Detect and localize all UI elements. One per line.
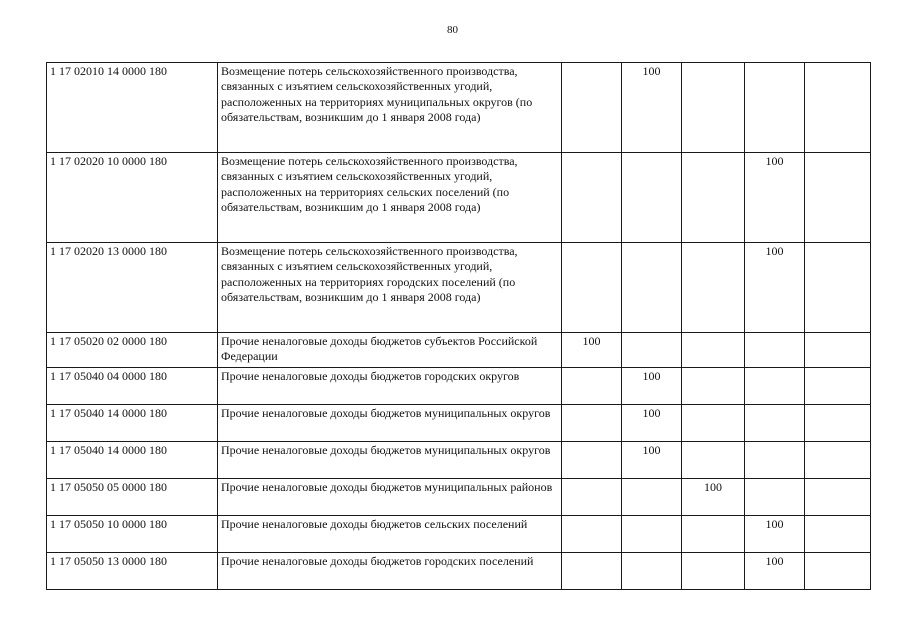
table-row [47, 405, 871, 442]
budget-share-cell: 100 [622, 368, 682, 405]
budget-share-cell: 100 [622, 63, 682, 153]
budget-share-cell [745, 479, 805, 516]
table-row [47, 368, 871, 405]
revenue-description-cell: Прочие неналоговые доходы бюджетов муниципальных районов [218, 479, 562, 516]
budget-share-cell [682, 516, 745, 553]
budget-share-cell [682, 553, 745, 590]
classification-code-cell: 1 17 05050 13 0000 180 [47, 553, 218, 590]
budget-share-cell [562, 516, 622, 553]
revenue-description-cell: Возмещение потерь сельскохозяйственного производства, связанных с изъятием сельскохозяйственных угодий, расположенных на территориях городских поселений (по обязательствам, возникшим до 1 января 2008 года) [218, 243, 562, 333]
revenue-description-cell: Возмещение потерь сельскохозяйственного производства, связанных с изъятием сельскохозяйственных угодий, расположенных на территориях муниципальных округов (по обязательствам, возникшим до 1 января 2008 года) [218, 63, 562, 153]
budget-share-cell [745, 368, 805, 405]
budget-share-cell [562, 153, 622, 243]
budget-share-cell [562, 63, 622, 153]
budget-share-cell [805, 553, 871, 590]
table-row [47, 553, 871, 590]
budget-share-cell [622, 479, 682, 516]
budget-share-cell [805, 63, 871, 153]
table-row [47, 153, 871, 243]
budget-share-cell: 100 [622, 405, 682, 442]
budget-share-cell: 100 [745, 243, 805, 333]
classification-code-cell: 1 17 02020 13 0000 180 [47, 243, 218, 333]
budget-share-cell [562, 243, 622, 333]
budget-share-cell: 100 [622, 442, 682, 479]
budget-share-cell [682, 368, 745, 405]
table-row [47, 63, 871, 153]
revenue-description-cell: Прочие неналоговые доходы бюджетов городских поселений [218, 553, 562, 590]
table-row [47, 333, 871, 368]
budget-share-cell: 100 [745, 153, 805, 243]
revenue-description-cell: Возмещение потерь сельскохозяйственного производства, связанных с изъятием сельскохозяйственных угодий, расположенных на территориях сельских поселений (по обязательствам, возникшим до 1 января 2008 года) [218, 153, 562, 243]
budget-share-cell: 100 [562, 333, 622, 368]
table-row [47, 243, 871, 333]
revenue-description-cell: Прочие неналоговые доходы бюджетов сельских поселений [218, 516, 562, 553]
budget-share-cell: 100 [745, 553, 805, 590]
classification-code-cell: 1 17 02010 14 0000 180 [47, 63, 218, 153]
budget-share-cell: 100 [682, 479, 745, 516]
budget-share-cell [805, 368, 871, 405]
classification-code-cell: 1 17 05040 04 0000 180 [47, 368, 218, 405]
budget-share-cell [562, 368, 622, 405]
budget-share-cell [622, 243, 682, 333]
budget-share-cell [682, 442, 745, 479]
budget-share-cell [745, 405, 805, 442]
budget-share-cell [562, 553, 622, 590]
budget-share-cell [682, 243, 745, 333]
table-row [47, 479, 871, 516]
budget-share-cell [682, 63, 745, 153]
budget-share-cell [805, 479, 871, 516]
budget-share-cell [562, 479, 622, 516]
budget-share-cell [682, 333, 745, 368]
classification-code-cell: 1 17 05050 10 0000 180 [47, 516, 218, 553]
table-row [47, 442, 871, 479]
classification-code-cell: 1 17 05040 14 0000 180 [47, 442, 218, 479]
budget-share-cell [622, 153, 682, 243]
budget-share-cell [805, 442, 871, 479]
revenue-description-cell: Прочие неналоговые доходы бюджетов субъектов Российской Федерации [218, 333, 562, 368]
budget-share-cell [682, 405, 745, 442]
budget-share-cell [682, 153, 745, 243]
budget-share-cell [562, 405, 622, 442]
revenue-description-cell: Прочие неналоговые доходы бюджетов муниципальных округов [218, 405, 562, 442]
budget-share-cell [622, 333, 682, 368]
budget-classification-table [46, 62, 871, 590]
table-row [47, 516, 871, 553]
revenue-description-cell: Прочие неналоговые доходы бюджетов муниципальных округов [218, 442, 562, 479]
budget-share-cell [805, 405, 871, 442]
budget-share-cell [562, 442, 622, 479]
budget-share-cell [745, 442, 805, 479]
classification-code-cell: 1 17 05040 14 0000 180 [47, 405, 218, 442]
budget-share-cell [805, 333, 871, 368]
budget-share-cell: 100 [745, 516, 805, 553]
classification-code-cell: 1 17 02020 10 0000 180 [47, 153, 218, 243]
classification-code-cell: 1 17 05050 05 0000 180 [47, 479, 218, 516]
classification-code-cell: 1 17 05020 02 0000 180 [47, 333, 218, 368]
budget-share-cell [622, 516, 682, 553]
budget-share-cell [805, 516, 871, 553]
budget-share-cell [745, 333, 805, 368]
budget-share-cell [805, 153, 871, 243]
budget-share-cell [805, 243, 871, 333]
budget-share-cell [622, 553, 682, 590]
budget-share-cell [745, 63, 805, 153]
revenue-description-cell: Прочие неналоговые доходы бюджетов городских округов [218, 368, 562, 405]
page-number: 80 [447, 24, 458, 36]
